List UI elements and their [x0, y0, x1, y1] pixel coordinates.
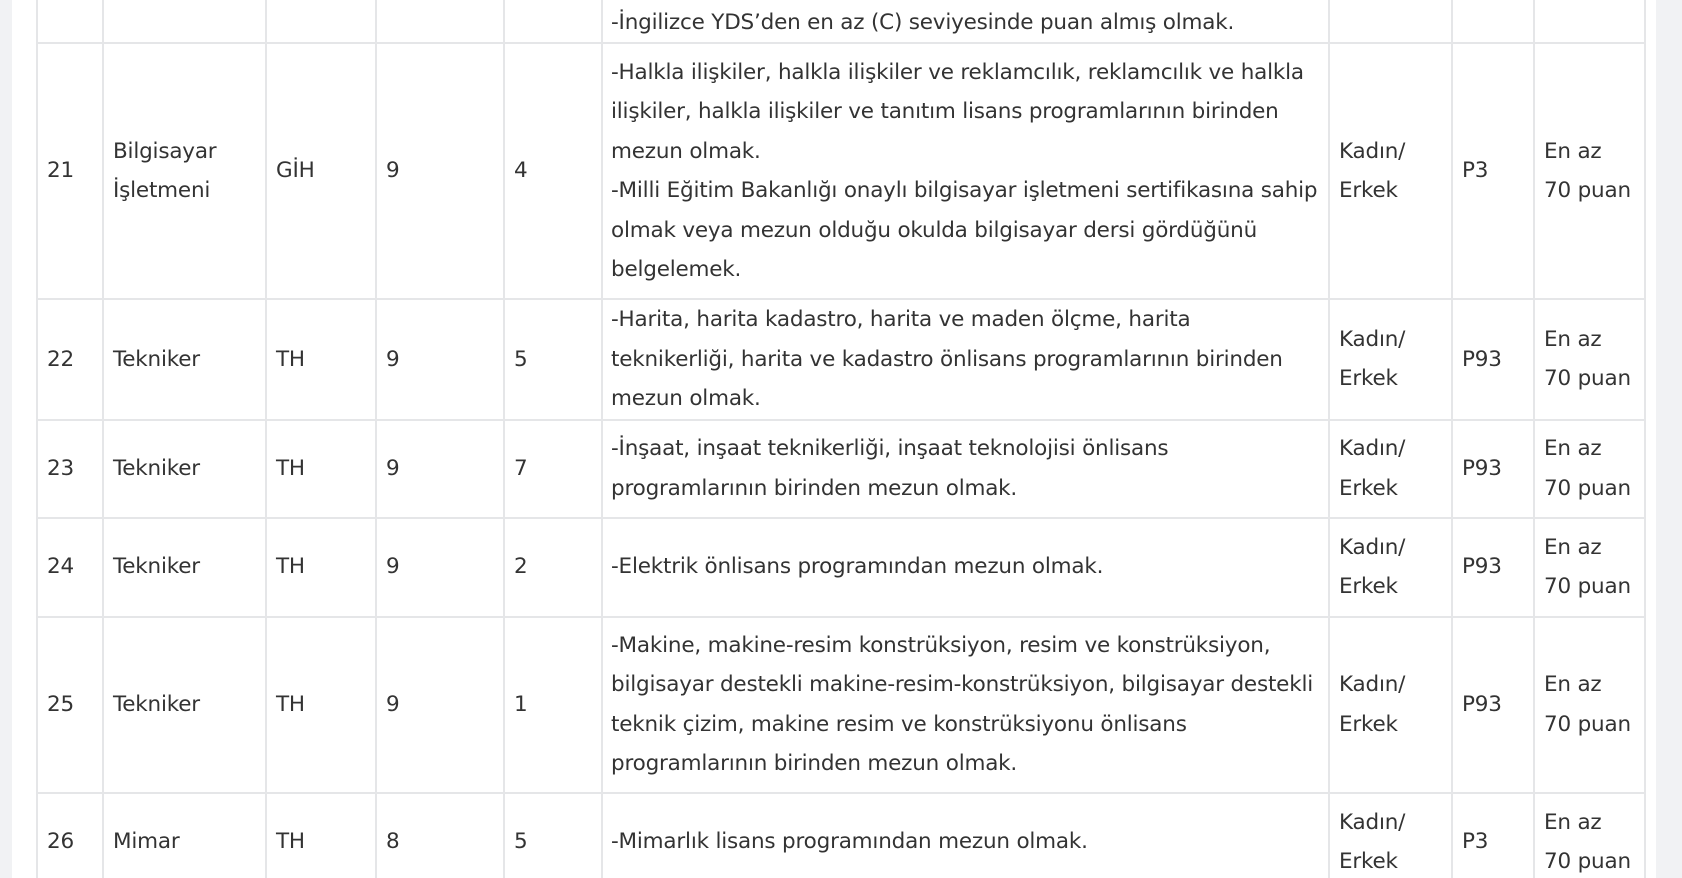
cell-score-type: P93 [1452, 617, 1534, 793]
cell-requirements [602, 299, 1329, 420]
requirement-text: -Makine, makine-resim konstrüksiyon, resim ve konstrüksiyon, bilgisayar destekli makine-resim-konstrüksiyon, bilgisayar destekli teknik çizim, makine resim ve konstrüksiyonu önlisans programlarının birinden mezun olmak. [611, 632, 1314, 776]
gender-text: Kadın/ Erkek [1339, 138, 1406, 203]
job-positions-table [36, 0, 1646, 878]
requirement-text: -Harita, harita kadastro, harita ve maden ölçme, harita teknikerliği, harita ve kadastro önlisans programlarının birinden mezun olmak. [611, 307, 1283, 411]
cell-count: 1 [504, 617, 602, 793]
cell-count: 4 [504, 43, 602, 299]
cell-class [266, 0, 376, 43]
cell-title: Tekniker [103, 617, 266, 793]
cell-count: 2 [504, 518, 602, 617]
cell-requirements [602, 617, 1329, 793]
cell-no: 26 [37, 793, 103, 878]
table-row [37, 617, 1645, 793]
cell-no: 21 [37, 43, 103, 299]
title-text: Bilgisayar İşletmeni [113, 138, 217, 203]
cell-no: 23 [37, 420, 103, 518]
min-score-text: En az 70 puan [1544, 809, 1631, 874]
table-row [37, 43, 1645, 299]
cell-requirements [602, 420, 1329, 518]
cell-score-type: P93 [1452, 518, 1534, 617]
cell-class: TH [266, 518, 376, 617]
scrollbar-track[interactable] [1656, 0, 1682, 878]
cell-class: TH [266, 299, 376, 420]
cell-gender [1329, 299, 1452, 420]
gender-text: Kadın/ Erkek [1339, 809, 1406, 874]
cell-title: Tekniker [103, 299, 266, 420]
cell-count: 5 [504, 299, 602, 420]
cell-count: 7 [504, 420, 602, 518]
min-score-text: En az 70 puan [1544, 138, 1631, 203]
cell-score-type: P3 [1452, 793, 1534, 878]
cell-gender [1329, 420, 1452, 518]
cell-requirements [602, 43, 1329, 299]
document-page [12, 0, 1656, 878]
cell-min-score [1534, 299, 1645, 420]
gender-text: Kadın/ Erkek [1339, 436, 1406, 501]
table-row [37, 420, 1645, 518]
cell-title: Mimar [103, 793, 266, 878]
gender-text: Kadın/ Erkek [1339, 326, 1406, 392]
gender-text: Kadın/ Erkek [1339, 672, 1406, 737]
cell-requirements [602, 0, 1329, 43]
requirement-text: -İnşaat, inşaat teknikerliği, inşaat teknolojisi önlisans programlarının birinden mezun olmak. [611, 436, 1169, 501]
cell-gender [1329, 43, 1452, 299]
cell-title: Tekniker [103, 420, 266, 518]
cell-gender [1329, 617, 1452, 793]
cell-no: 22 [37, 299, 103, 420]
cell-score-type: P93 [1452, 299, 1534, 420]
requirement-text: -Milli Eğitim Bakanlığı onaylı bilgisayar işletmeni sertifikasına sahip olmak veya mezun olduğu okulda bilgisayar dersi gördüğünü belgelemek. [611, 178, 1318, 282]
cell-class: TH [266, 793, 376, 878]
min-score-text: En az 70 puan [1544, 672, 1631, 737]
cell-requirements [602, 793, 1329, 878]
cell-score-type: P93 [1452, 420, 1534, 518]
cell-score-type: P3 [1452, 43, 1534, 299]
cell-grade: 9 [376, 43, 504, 299]
cell-min-score [1534, 0, 1645, 43]
cell-class: GİH [266, 43, 376, 299]
requirement-text: -İngilizce YDS’den en az (C) seviyesinde puan almış olmak. [611, 9, 1235, 35]
cell-grade [376, 0, 504, 43]
cell-gender [1329, 518, 1452, 617]
table-row [37, 518, 1645, 617]
cell-no: 24 [37, 518, 103, 617]
cell-grade: 9 [376, 617, 504, 793]
cell-min-score [1534, 793, 1645, 878]
requirement-text: -Elektrik önlisans programından mezun olmak. [611, 554, 1104, 580]
cell-count [504, 0, 602, 43]
min-score-text: En az 70 puan [1544, 534, 1631, 599]
cell-title [103, 43, 266, 299]
cell-gender [1329, 0, 1452, 43]
cell-title [103, 0, 266, 43]
min-score-text: En az 70 puan [1544, 326, 1631, 392]
cell-class: TH [266, 617, 376, 793]
min-score-text: En az 70 puan [1544, 436, 1631, 501]
cell-count: 5 [504, 793, 602, 878]
gender-text: Kadın/ Erkek [1339, 534, 1406, 599]
cell-no: 25 [37, 617, 103, 793]
cell-no [37, 0, 103, 43]
cell-min-score [1534, 518, 1645, 617]
table-row [37, 299, 1645, 420]
cell-grade: 9 [376, 420, 504, 518]
table-row [37, 0, 1645, 43]
cell-score-type [1452, 0, 1534, 43]
cell-grade: 9 [376, 299, 504, 420]
cell-requirements [602, 518, 1329, 617]
cell-min-score [1534, 420, 1645, 518]
cell-min-score [1534, 617, 1645, 793]
table-row [37, 793, 1645, 878]
cell-min-score [1534, 43, 1645, 299]
cell-grade: 9 [376, 518, 504, 617]
cell-class: TH [266, 420, 376, 518]
cell-gender [1329, 793, 1452, 878]
requirement-text: -Halkla ilişkiler, halkla ilişkiler ve reklamcılık, reklamcılık ve halkla ilişkiler, halkla ilişkiler ve tanıtım lisans programlarının birinden mezun olmak. [611, 59, 1304, 164]
requirement-text: -Mimarlık lisans programından mezun olmak. [611, 829, 1088, 855]
cell-grade: 8 [376, 793, 504, 878]
cell-title: Tekniker [103, 518, 266, 617]
